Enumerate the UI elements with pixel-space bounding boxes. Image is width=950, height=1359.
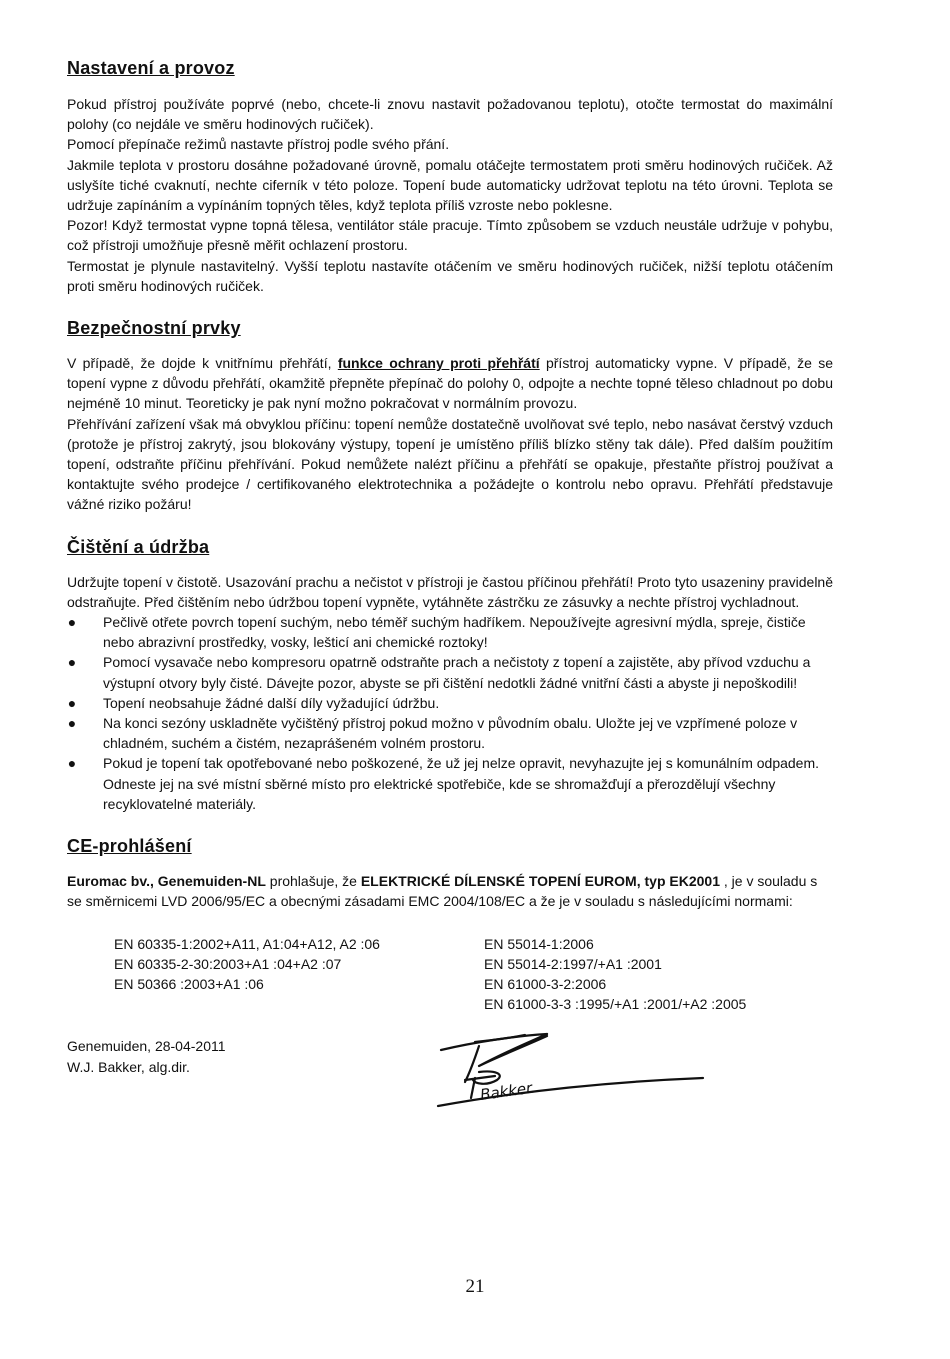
paragraph: Pokud přístroj používáte poprvé (nebo, chcete-li znovu nastavit požadovanou teplotu), otočte termostat do maximální polohy (co nejdále ve směru hodinových ručiček). [67,96,833,133]
text-run: , je v souladu s se směrnicemi LVD 2006/95/EC a obecnými zásadami EMC 2004/108/EC a že je v souladu s následujícími normami: [67,873,818,910]
paragraph [67,353,833,414]
section-title-safety: Bezpečnostní prvky [67,318,241,339]
list-item [67,693,833,713]
text-run: prohlašuje, že [265,873,361,890]
bullet-icon: ● [67,694,77,711]
paragraph: Termostat je plynule nastavitelný. Vyšší teplotu nastavíte otáčením ve směru hodinových ručiček, nižší teplotu otáčením proti směru hodinových ručiček. [67,257,833,294]
section-setup [67,58,833,296]
bullet-icon: ● [67,614,77,631]
norm-item: EN 60335-1:2002+A11, A1:04+A12, A2 :06 [114,935,380,952]
paragraph: Pomocí přepínače režimů nastavte přístroj podle svého přání. [67,136,450,153]
paragraph: Jakmile teplota v prostoru dosáhne požadované úrovně, pomalu otáčejte termostatem proti směru hodinových ručiček. Až uslyšíte tiché cvaknutí, nechte ciferník v této poloze. Topení bude automaticky udržovat teplotu na této úrovni. Teplota se udržuje zapínáním a vypínáním topných těles, když teplota příliš vzroste nebo poklesne. [67,156,833,214]
handwritten-signature [435,1022,705,1112]
page-number: 21 [465,1276,485,1297]
bullet-icon: ● [67,755,77,772]
signature-lettering: Bakker. [479,1078,537,1105]
bullet-icon: ● [67,715,77,732]
list-item-text: Pomocí vysavače nebo kompresoru opatrně odstraňte prach a nečistoty z topení a zajistěte, aby přívod vzduchu a výstupní otvory byly čisté. Dávejte pozor, abyste se při čištění nedotkli žádné vnitřní části a abyste ji nepoškodili! [103,654,811,691]
text-run: přístroj automaticky vypne. V případě, že se topení vypne z důvodu přehřátí, okamžitě přepněte přepínač do polohy 0, odpojte a nechte topné těleso chladnout po dobu nejméně 10 minut. Teoreticky je pak nyní možno pokračovat v normálním provozu. [67,355,833,412]
norms-column-left [114,934,484,1015]
place-and-date [67,1036,226,1076]
document-page [67,58,833,1126]
norm-item: EN 50366 :2003+A1 :06 [114,975,264,992]
section-ce [67,836,833,1126]
norm-item: EN 60335-2-30:2003+A1 :04+A2 :07 [114,955,342,972]
bullet-list [67,612,833,814]
company-name: Euromac bv., Genemuiden-NL [67,873,266,890]
list-item [67,713,833,753]
section-safety [67,318,833,515]
section-title-ce: CE-prohlášení [67,836,192,857]
signature-block [67,1036,833,1126]
list-item [67,652,833,692]
list-item-text: Pečlivě otřete povrch topení suchým, nebo téměř suchým hadříkem. Nepoužívejte agresivní mýdla, spreje, čističe nebo abrazivní prostředky, vosky, lešticí ani chemické roztoky! [103,614,806,651]
norm-item: EN 61000-3-3 :1995/+A1 :2001/+A2 :2005 [484,996,747,1013]
paragraph: Přehřívání zařízení však má obvyklou příčinu: topení nemůže dostatečně uvolňovat své teplo, nebo nasávat čerstvý vzduch (protože je přístroj zakrytý, jsou blokovány výstupy, topení je umístěno příliš blízko stěny tak dále). Před dalším použitím topení, odstraňte příčinu přehřívání. Pokud nemůžete nalézt příčinu a přehřátí se opakuje, přestaňte přístroj používat a kontaktujte svého prodejce / certifikovaného elektrotechnika a požádejte o kontrolu nebo opravu. Přehřátí představuje vážné riziko požáru! [67,415,833,513]
norm-item: EN 55014-1:2006 [484,935,594,952]
bullet-icon: ● [67,654,77,671]
overheat-protection-term: funkce ochrany proti přehřátí [337,355,540,372]
text-run: V případě, že dojde k vnitřnímu přehřátí, [67,355,338,372]
section-cleaning [67,537,833,814]
section-title-cleaning: Čištění a údržba [67,536,210,557]
norm-item: EN 61000-3-2:2006 [484,975,607,992]
signatory-name: W.J. Bakker, alg.dir. [67,1058,190,1075]
list-item-text: Na konci sezóny uskladněte vyčištěný přístroj pokud možno v původním obalu. Uložte jej ve vzpřímené poloze v chladném, suchém a čistém, nezaprášeném volném prostoru. [103,715,798,752]
list-item [67,612,833,652]
ce-declaration-text [67,871,833,911]
product-name: ELEKTRICKÉ DÍLENSKÉ TOPENÍ EUROM, typ EK2001 [360,873,720,890]
place-date-text: Genemuiden, 28-04-2011 [67,1038,226,1055]
list-item-text: Pokud je topení tak opotřebované nebo poškozené, že už jej nelze opravit, nevyhazujte jej s komunálním odpadem. Odneste jej na své místní sběrné místo pro elektrické spotřebiče, kde se shromažďují a přerozdělují všechny recyklovatelné materiály. [103,755,820,812]
paragraph: Udržujte topení v čistotě. Usazování prachu a nečistot v přístroji je častou příčinou přehřátí! Proto tyto usazeniny pravidelně odstraňujte. Před čištěním nebo údržbou topení vypněte, vytáhněte zástrčku ze zásuvky a nechte přístroj vychladnout. [67,573,833,610]
norms-list [114,934,833,1015]
norm-item: EN 55014-2:1997/+A1 :2001 [484,955,662,972]
list-item [67,753,833,814]
list-item-text: Topení neobsahuje žádné další díly vyžadující údržbu. [103,694,440,711]
norms-column-right [484,934,746,1015]
section-title-setup: Nastavení a provoz [67,58,235,78]
paragraph: Pozor! Když termostat vypne topná tělesa, ventilátor stále pracuje. Tímto způsobem se vzduch neustále udržuje v pohybu, což přístroji umožňuje přesně měřit ochlazení prostoru. [67,217,833,254]
